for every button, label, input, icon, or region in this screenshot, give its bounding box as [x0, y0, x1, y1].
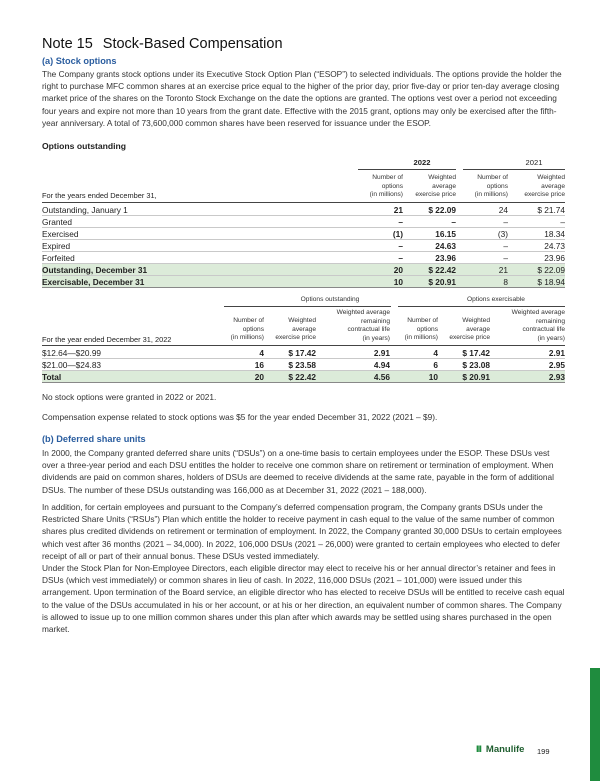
t2-col-price-outstanding: Weighted average exercise price [275, 317, 316, 342]
year-2022-rule [358, 169, 456, 170]
group-outstanding-rule [224, 306, 391, 307]
year-2021-header: 2021 [525, 158, 543, 167]
t2-col-life-exercisable: Weighted average remaining contractual life (in years) [511, 309, 565, 342]
t1-col-number-2021: Number of options (in millions) [474, 174, 508, 199]
t2-col-life-outstanding: Weighted average remaining contractual life (in years) [336, 309, 390, 342]
table-row: Total 20 $ 22.42 4.56 10 $ 20.91 2.93 [42, 372, 565, 382]
year-2022-header: 2022 [413, 158, 431, 167]
section-b-paragraph-3: Under the Stock Plan for Non-Employee Directors, each eligible director may elect to receive his or her annual director’s retainer and fees in DSUs (which vest immediately) or common shares in lieu of cash. In 2022, 116,000 DSUs (2021 – 101,000) were issued under this arrangement. Upon termination of the Board service, an eligible director who has elected to receive DSUs will be entitled to receive cash equal to the value of the DSUs accumulated in his or her account, or at his or her direction, an equivalent number of common shares. The Company is allowed to issue up to one million common shares under this plan after which awards may be settled using shares purchased in the open market. [42, 563, 565, 635]
t2-col-number-exercisable: Number of options (in millions) [404, 317, 438, 342]
table-row: $12.64—$20.99 4 $ 17.42 2.91 4 $ 17.42 2.91 [42, 348, 565, 358]
table-row: Expired – 24.63 – 24.73 [42, 241, 565, 251]
group-exercisable-header: Options exercisable [467, 296, 525, 303]
brand-side-bar [590, 668, 600, 781]
table-row: $21.00—$24.83 16 $ 23.58 4.94 6 $ 23.08 2.95 [42, 360, 565, 370]
table-row: Outstanding, December 31 20 $ 22.42 21 $ 22.09 [42, 265, 565, 275]
page-number: 199 [537, 747, 550, 756]
manulife-logo: III Manulife [476, 744, 525, 755]
t1-col-price-2022: Weighted average exercise price [415, 174, 456, 199]
note-heading: Stock-Based Compensation [102, 36, 283, 52]
section-b-paragraph-2: In addition, for certain employees and pursuant to the Company’s deferred compensation program, the Company grants DSUs under the Restricted Share Units (“RSUs”) Plan which entitle the holder to receive payment in cash equal to the value of the same number of common shares plus credited dividends on retirement or termination of employment. In 2022, the Company granted 30,000 DSUs to certain employees which vest after 36 months (2021 – 34,000). In 2022, 106,000 DSUs (2021 – 26,000) were granted to certain employees who elected to defer receipt of all or part of their annual bonus. These DSUs vested immediately. [42, 502, 562, 561]
table-row: Outstanding, January 1 21 $ 22.09 24 $ 21.74 [42, 205, 565, 215]
note-title [42, 36, 283, 52]
year-2021-rule [463, 169, 565, 170]
table-row: Granted – – – – [42, 217, 565, 227]
table-row: Forfeited – 23.96 – 23.96 [42, 253, 565, 263]
manulife-logo-icon: III [476, 744, 481, 755]
t2-row-header: For the year ended December 31, 2022 [42, 335, 172, 344]
table-row: Exercisable, December 31 10 $ 20.91 8 $ 18.94 [42, 277, 565, 287]
t1-header-rule [42, 202, 565, 203]
section-a-paragraph: The Company grants stock options under its Executive Stock Option Plan (“ESOP”) to selected individuals. The options provide the holder the right to purchase MFC common shares at an exercise price equal to the higher of the prior day, prior five-day or prior ten-day average closing market price of the shares on the Toronto Stock Exchange on the date the options are granted. The options vest over a period not exceeding four years and expire not more than 10 years from the grant date. Effective with the 2015 grant, options may only be exercised after the fifth-year anniversary. A total of 73,600,000 common shares have been reserved for issuance under the ESOP. [42, 69, 562, 128]
section-b-paragraph-1: In 2000, the Company granted deferred share units (“DSUs”) on a one-time basis to certain employees under the ESOP. These DSUs vest over a three-year period and each DSU entitles the holder to receive one common share on retirement or termination of employment. When dividends are paid on common shares, holders of DSUs are deemed to receive dividends at the same rate, payable in the form of additional DSUs. The number of these DSUs outstanding was 166,000 as at December 31, 2022 (2021 – 188,000). [42, 448, 554, 495]
group-outstanding-header: Options outstanding [300, 296, 360, 303]
section-b-heading: (b) Deferred share units [42, 434, 146, 444]
section-a-heading: (a) Stock options [42, 56, 117, 66]
t2-col-number-outstanding: Number of options (in millions) [230, 317, 264, 342]
t1-col-number-2022: Number of options (in millions) [369, 174, 403, 199]
t2-col-price-exercisable: Weighted average exercise price [449, 317, 490, 342]
compensation-expense-note: Compensation expense related to stock options was $5 for the year ended December 31, 2022 (2021 – $9). [42, 412, 438, 422]
options-outstanding-heading: Options outstanding [42, 141, 127, 151]
t1-col-price-2021: Weighted average exercise price [524, 174, 565, 199]
group-exercisable-rule [398, 306, 565, 307]
t1-row-header: For the years ended December 31, [42, 191, 157, 200]
no-options-note: No stock options were granted in 2022 or 2021. [42, 392, 217, 402]
table-row: Exercised (1) 16.15 (3) 18.34 [42, 229, 565, 239]
t2-header-rule [42, 345, 565, 346]
note-number: Note 15 [42, 36, 93, 52]
